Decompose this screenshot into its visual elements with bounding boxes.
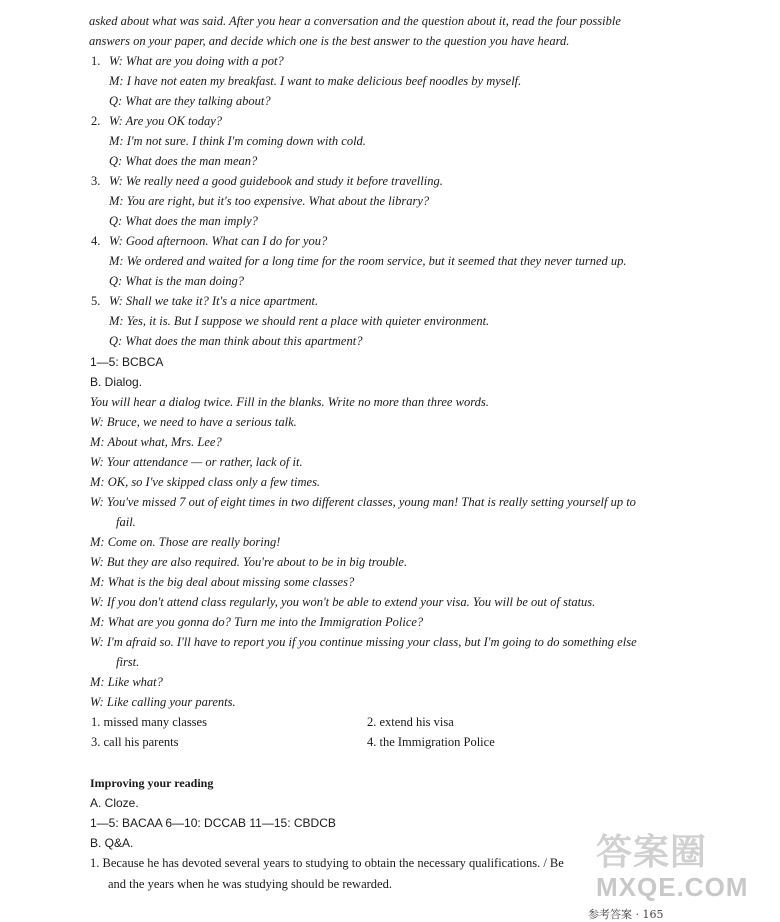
dialog-line: W: Shall we take it? It's a nice apartment. <box>109 294 319 308</box>
blank-answer: 1. missed many classes <box>91 715 207 729</box>
dialog-line: W: What are you doing with a pot? <box>109 54 284 68</box>
dialog-line: W: Are you OK today? <box>109 114 223 128</box>
blank-answer: 4. the Immigration Police <box>367 735 495 749</box>
dialog-line: M: I'm not sure. I think I'm coming down with cold. <box>109 134 366 148</box>
dialog-line: M: Yes, it is. But I suppose we should rent a place with quieter environment. <box>109 314 490 328</box>
dialog-line: M: You are right, but it's too expensive. What about the library? <box>109 194 430 208</box>
question-line: Q: What does the man think about this apartment? <box>109 334 363 348</box>
dialog-line: W: Your attendance — or rather, lack of it. <box>90 455 303 469</box>
dialog-line: W: If you don't attend class regularly, you won't be able to extend your visa. You will be out of status. <box>90 595 596 609</box>
dialog-line: M: I have not eaten my breakfast. I want to make delicious beef noodles by myself. <box>109 74 522 88</box>
question-line: Q: What are they talking about? <box>109 94 271 108</box>
answer-line: 1—5: BACAA 6—10: DCCAB 11—15: CBDCB <box>90 816 336 830</box>
instruction-line: asked about what was said. After you hear a conversation and the question about it, read the four possible <box>89 14 621 28</box>
subsection-heading: B. Q&A. <box>90 836 134 850</box>
item-number: 5. <box>91 294 101 308</box>
item-number: 2. <box>91 114 101 128</box>
watermark-cn: 答案圈 <box>596 831 708 872</box>
dialog-line: M: Like what? <box>90 675 163 689</box>
question-line: Q: What does the man imply? <box>109 214 258 228</box>
dialog-line-continued: first. <box>116 655 140 669</box>
blank-answer: 2. extend his visa <box>367 715 454 729</box>
page-footer: 参考答案 · 165 <box>588 908 664 921</box>
item-number: 1. <box>91 54 101 68</box>
dialog-line: W: Bruce, we need to have a serious talk. <box>90 415 297 429</box>
dialog-line: M: We ordered and waited for a long time for the room service, but it seemed that they never turned up. <box>109 254 627 268</box>
question-line: Q: What is the man doing? <box>109 274 245 288</box>
answer-line: 1—5: BCBCA <box>90 355 164 369</box>
dialog-line: W: Like calling your parents. <box>90 695 236 709</box>
qa-answer-line: 1. Because he has devoted several years to studying to obtain the necessary qualifications. / Be <box>90 856 564 870</box>
dialog-line: M: Come on. Those are really boring! <box>90 535 281 549</box>
dialog-line: W: I'm afraid so. I'll have to report you if you continue missing your class, but I'm going to do something else <box>90 635 637 649</box>
dialog-line: W: But they are also required. You're about to be in big trouble. <box>90 555 408 569</box>
dialog-line: M: About what, Mrs. Lee? <box>90 435 222 449</box>
question-line: Q: What does the man mean? <box>109 154 258 168</box>
dialog-line-continued: fail. <box>116 515 136 529</box>
section-heading: B. Dialog. <box>90 375 143 389</box>
item-number: 4. <box>91 234 101 248</box>
item-number: 3. <box>91 174 101 188</box>
dialog-line: M: OK, so I've skipped class only a few times. <box>90 475 321 489</box>
blank-answer: 3. call his parents <box>91 735 179 749</box>
site-watermark <box>596 832 748 902</box>
instruction-line: You will hear a dialog twice. Fill in the blanks. Write no more than three words. <box>90 395 489 409</box>
dialog-line: W: Good afternoon. What can I do for you? <box>109 234 328 248</box>
dialog-line: W: You've missed 7 out of eight times in two different classes, young man! That is really setting yourself up to <box>90 495 636 509</box>
dialog-line: M: What are you gonna do? Turn me into the Immigration Police? <box>90 615 424 629</box>
instruction-line: answers on your paper, and decide which one is the best answer to the question you have heard. <box>89 34 570 48</box>
qa-answer-line: and the years when he was studying should be rewarded. <box>108 877 392 891</box>
subsection-heading: A. Cloze. <box>90 796 139 810</box>
dialog-line: W: We really need a good guidebook and study it before travelling. <box>109 174 443 188</box>
watermark-en: MXQE.COM <box>596 872 749 902</box>
dialog-line: M: What is the big deal about missing some classes? <box>90 575 355 589</box>
section-heading: Improving your reading <box>90 776 214 790</box>
